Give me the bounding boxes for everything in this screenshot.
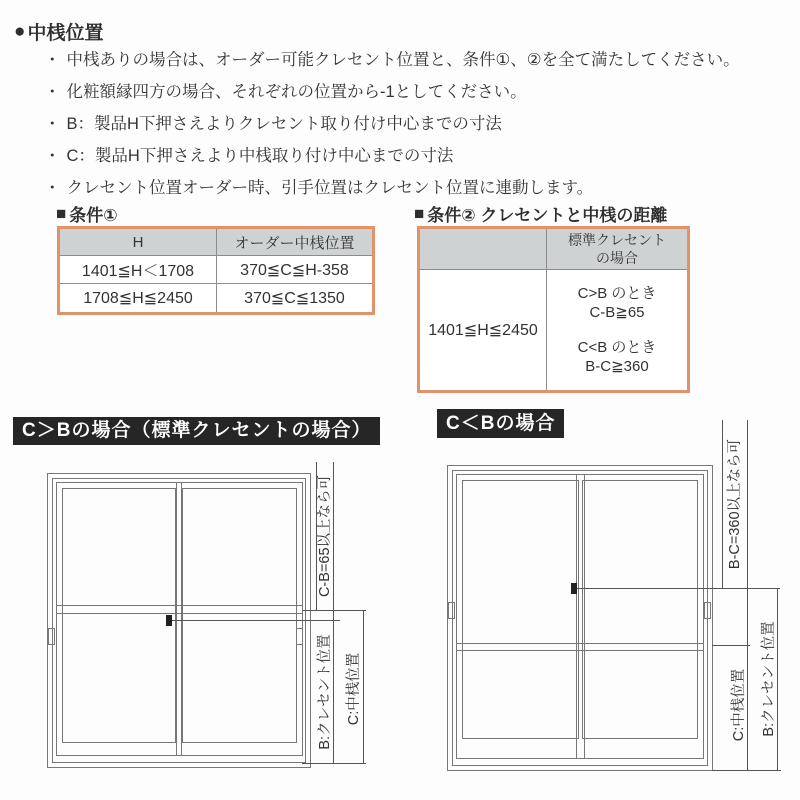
- header-line2: の場合: [596, 250, 638, 266]
- circle-bullet-icon: ●: [14, 20, 26, 42]
- window-frame: [448, 466, 713, 771]
- dim-label-cb: C-B=65以上なら可: [317, 474, 333, 598]
- table-cell: 370≦C≦1350: [217, 284, 372, 312]
- case-condition: C>B のとき: [577, 285, 657, 302]
- condition1-table: [57, 226, 375, 315]
- square-marker-icon: ■: [56, 203, 67, 223]
- condition1-heading-text: 条件①: [69, 206, 118, 225]
- notes-list: [44, 44, 784, 204]
- condition2-header-standard-crescent: [547, 229, 687, 270]
- dimension-lines: [172, 462, 366, 764]
- dim-label-b: B:クレセント位置: [761, 621, 777, 737]
- condition1-heading: [56, 201, 118, 226]
- condition2-header-empty: [420, 229, 547, 270]
- table-cell: 1401≦H＜1708: [60, 256, 217, 284]
- condition2-heading: [414, 201, 667, 226]
- case-formula: C-B≧65: [589, 304, 645, 321]
- list-item: [44, 108, 784, 140]
- condition2-cases: [547, 270, 687, 390]
- left-panel-glass: [463, 481, 579, 739]
- handle-left-icon: [449, 603, 455, 619]
- condition2-table: [417, 226, 690, 393]
- case-c-greater-b: [578, 284, 657, 322]
- list-item: [44, 140, 784, 172]
- case-c-less-b: [578, 338, 657, 376]
- right-panel-glass: [583, 481, 698, 739]
- left-panel: [57, 483, 182, 756]
- page-title: [14, 18, 104, 45]
- diagram-c-less-b: [400, 405, 800, 800]
- dimension-lines: [577, 420, 781, 771]
- crescent-lock-icon: [571, 583, 577, 594]
- list-item: [44, 76, 784, 108]
- right-panel: [177, 483, 303, 756]
- handle-left-icon: [49, 629, 55, 645]
- bullet-icon: ・: [44, 179, 61, 197]
- case-formula: B-C≧360: [585, 358, 649, 375]
- dim-label-b: B:クレセント位置: [317, 634, 333, 750]
- case-condition: C<B のとき: [577, 339, 657, 356]
- list-item: [44, 172, 784, 204]
- bullet-icon: ・: [44, 115, 61, 133]
- table-cell: 1708≦H≦2450: [60, 284, 217, 312]
- note-text: 化粧額縁四方の場合、それぞれの位置から-1としてください。: [66, 83, 527, 101]
- diagram-right-title-bar: C＜Bの場合: [437, 409, 564, 438]
- left-panel-glass: [63, 489, 176, 743]
- bullet-icon: ・: [44, 147, 61, 165]
- crescent-lock-icon: [166, 615, 172, 626]
- dim-label-c: C:中桟位置: [731, 668, 747, 742]
- note-text: 中桟ありの場合は、オーダー可能クレセント位置と、条件①、②を全て満たしてください。: [66, 51, 740, 69]
- page-title-text: 中桟位置: [27, 23, 104, 44]
- left-panel: [457, 475, 585, 759]
- diagram-left-title-bar: C＞Bの場合（標準クレセントの場合）: [13, 417, 380, 445]
- condition1-col-header-h: H: [60, 229, 217, 256]
- note-text: B：製品H下押さえよりクレセント取り付け中心までの寸法: [66, 115, 502, 133]
- table-cell: 370≦C≦H-358: [217, 256, 372, 284]
- note-text: クレセント位置オーダー時、引手位置はクレセント位置に連動します。: [66, 179, 594, 197]
- header-line1: 標準クレセント: [568, 232, 666, 248]
- square-marker-icon: ■: [414, 203, 425, 223]
- note-text: C：製品H下押さえより中桟取り付け中心までの寸法: [66, 147, 454, 165]
- dim-label-bc: B-C=360以上なら可: [727, 438, 743, 570]
- right-panel: [577, 475, 704, 759]
- bullet-icon: ・: [44, 51, 61, 69]
- list-item: [44, 44, 784, 76]
- handle-right-icon: [297, 629, 303, 645]
- condition2-heading-text: 条件② クレセントと中桟の距離: [427, 206, 668, 225]
- right-panel-glass: [183, 489, 297, 743]
- condition2-h-range: 1401≦H≦2450: [420, 270, 547, 390]
- diagram-c-greater-b: [0, 405, 400, 800]
- condition1-col-header-order: オーダー中桟位置: [217, 229, 372, 256]
- dim-label-c: C:中桟位置: [346, 652, 362, 726]
- bullet-icon: ・: [44, 83, 61, 101]
